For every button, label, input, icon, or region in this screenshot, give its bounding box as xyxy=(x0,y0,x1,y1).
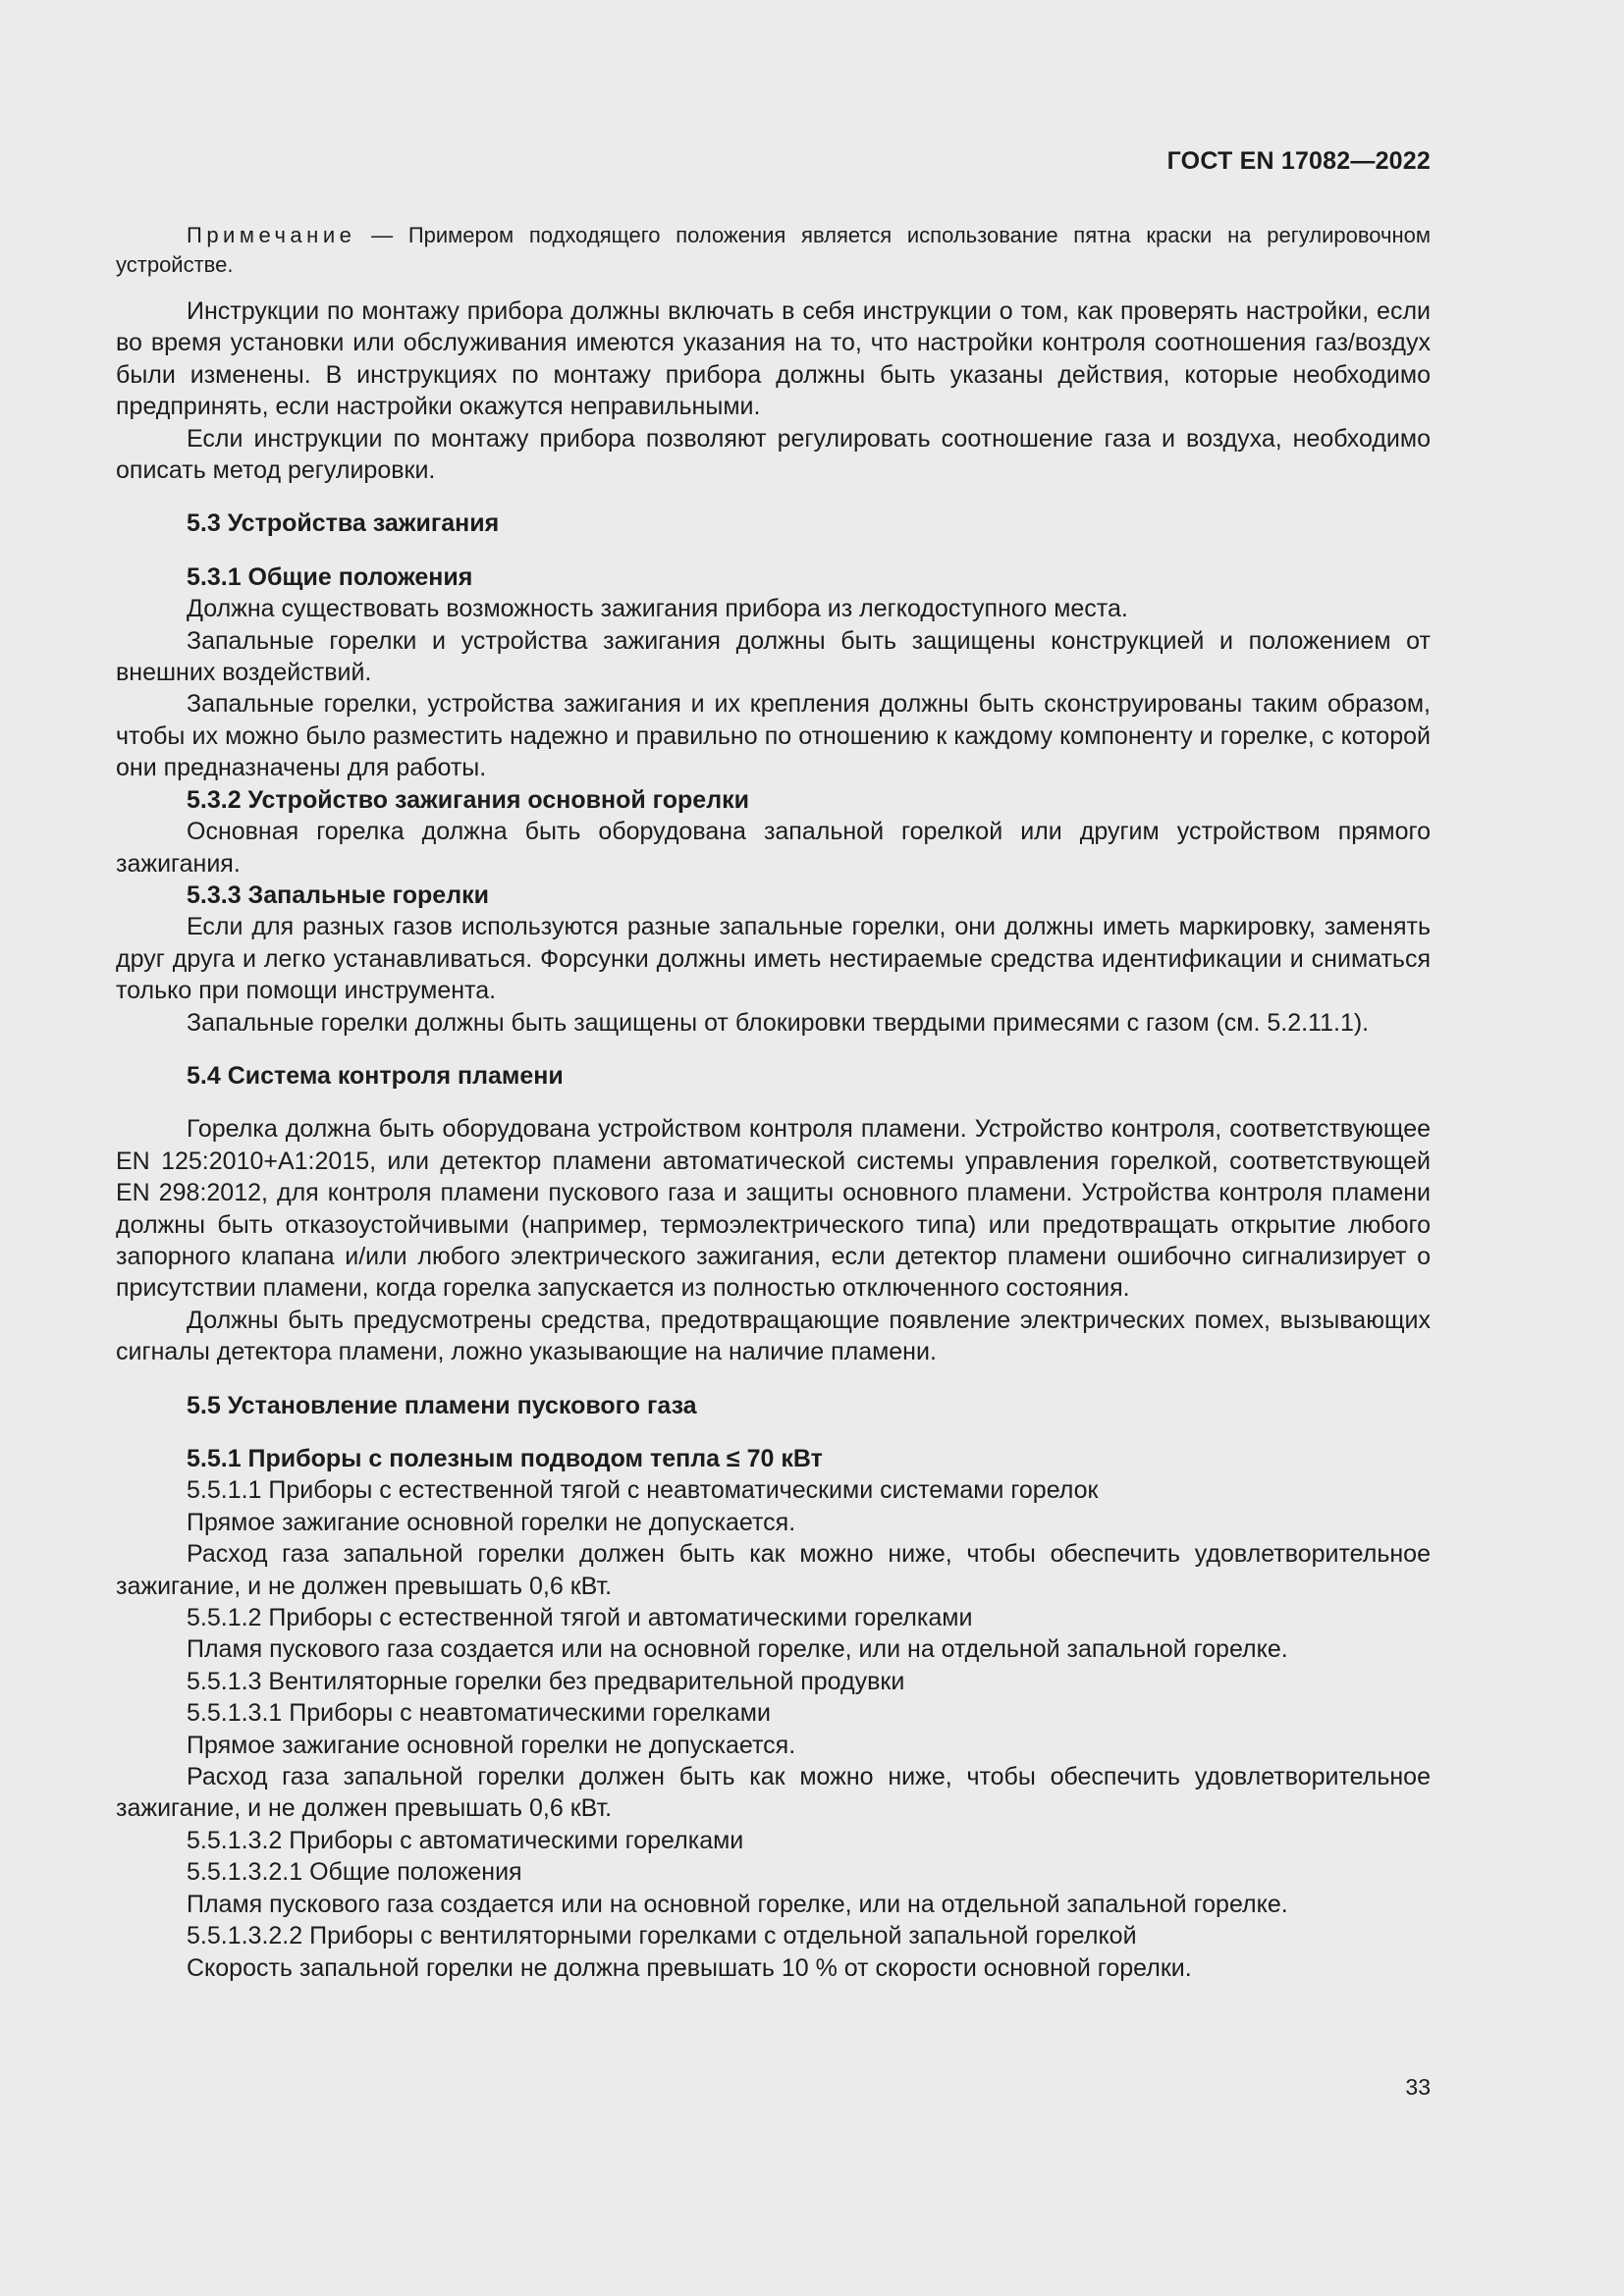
section-heading: 5.4 Система контроля пламени xyxy=(187,1061,564,1090)
subsection-heading: 5.5.1 Приборы с полезным подводом тепла ≤ 70 кВт xyxy=(187,1445,823,1472)
paragraph: Основная горелка должна быть оборудована запальной горелкой или другим устройством прямого зажигания. xyxy=(116,818,1431,878)
paragraph: Должны быть предусмотрены средства, предотвращающие появление электрических помех, вызывающих сигналы детектора пламени, ложно указывающие на наличие пламени. xyxy=(116,1306,1431,1366)
section-heading: 5.5 Установление пламени пускового газа xyxy=(187,1391,697,1419)
clause-title: 5.5.1.3.2 Приборы с автоматическими горелками xyxy=(187,1826,744,1854)
subsection-heading: 5.3.2 Устройство зажигания основной горелки xyxy=(187,785,749,814)
paragraph: Прямое зажигание основной горелки не допускается. xyxy=(187,1508,796,1536)
page-number: 33 xyxy=(1405,2074,1431,2100)
document-body xyxy=(116,221,1431,1984)
section-heading: 5.3 Устройства зажигания xyxy=(187,509,500,538)
clause-title: 5.5.1.3 Вентиляторные горелки без предварительной продувки xyxy=(187,1667,905,1695)
note-paragraph xyxy=(116,221,1431,280)
subsection-heading: 5.3.1 Общие положения xyxy=(187,562,473,591)
clause-title: 5.5.1.1 Приборы с естественной тягой с неавтоматическими системами горелок xyxy=(187,1476,1099,1505)
paragraph: Пламя пускового газа создается или на основной горелке, или на отдельной запальной горелке. xyxy=(187,1635,1288,1664)
paragraph: Пламя пускового газа создается или на основной горелке, или на отдельной запальной горелке. xyxy=(187,1890,1288,1918)
standard-header: ГОСТ EN 17082—2022 xyxy=(1166,147,1431,175)
clause-title: 5.5.1.3.1 Приборы с неавтоматическими горелками xyxy=(187,1699,771,1728)
paragraph: Скорость запальной горелки не должна превышать 10 % от скорости основной горелки. xyxy=(187,1953,1192,1982)
paragraph: Горелка должна быть оборудована устройством контроля пламени. Устройство контроля, соответствующее EN 125:2010+A1:2015, или детектор пламени автоматической системы управления горелкой, соответствующей EN 298:2012, для контроля пламени пускового газа и защиты основного пламени. Устройства контроля пламени должны быть отказоустойчивыми (например, термоэлектрического типа) или предотвращать открытие любого запорного клапана и/или любого электрического зажигания, если детектор пламени ошибочно сигнализирует о присутствии пламени, когда горелка запускается из полностью отключенного состояния. xyxy=(116,1115,1431,1303)
paragraph: Запальные горелки должны быть защищены от блокировки твердыми примесями с газом (см. 5.2.11.1). xyxy=(187,1008,1370,1037)
paragraph: Запальные горелки и устройства зажигания должны быть защищены конструкцией и положением от внешних воздействий. xyxy=(116,626,1431,687)
paragraph: Расход газа запальной горелки должен быть как можно ниже, чтобы обеспечить удовлетворительное зажигание, и не должен превышать 0,6 кВт. xyxy=(116,1540,1431,1600)
paragraph: Должна существовать возможность зажигания прибора из легкодоступного места. xyxy=(187,595,1128,623)
paragraph: Если для разных газов используются разные запальные горелки, они должны иметь маркировку, заменять друг друга и легко устанавливаться. Форсунки должны иметь нестираемые средства идентификации и сниматься только при помощи инструмента. xyxy=(116,913,1431,1005)
paragraph: Запальные горелки, устройства зажигания и их крепления должны быть сконструированы таким образом, чтобы их можно было разместить надежно и правильно по отношению к каждому компоненту и горелке, с которой они предназначены для работы. xyxy=(116,690,1431,782)
note-label: Примечание xyxy=(187,223,356,247)
paragraph: Прямое зажигание основной горелки не допускается. xyxy=(187,1731,796,1759)
clause-title: 5.5.1.3.2.1 Общие положения xyxy=(187,1858,522,1887)
document-page xyxy=(116,0,1431,2296)
paragraph: Если инструкции по монтажу прибора позволяют регулировать соотношение газа и воздуха, необходимо описать метод регулировки. xyxy=(116,424,1431,485)
clause-title: 5.5.1.3.2.2 Приборы с вентиляторными горелками с отдельной запальной горелкой xyxy=(187,1922,1137,1950)
paragraph: Расход газа запальной горелки должен быть как можно ниже, чтобы обеспечить удовлетворительное зажигание, и не должен превышать 0,6 кВт. xyxy=(116,1763,1431,1823)
note-text: — Примером подходящего положения является использование пятна краски на регулировочном устройстве. xyxy=(116,223,1431,277)
subsection-heading: 5.3.3 Запальные горелки xyxy=(187,881,489,909)
clause-title: 5.5.1.2 Приборы с естественной тягой и автоматическими горелками xyxy=(187,1604,973,1632)
paragraph: Инструкции по монтажу прибора должны включать в себя инструкции о том, как проверять настройки, если во время установки или обслуживания имеются указания на то, что настройки контроля соотношения газ/воздух были изменены. В инструкциях по монтажу прибора должны быть указаны действия, которые необходимо предпринять, если настройки окажутся неправильными. xyxy=(116,297,1431,421)
